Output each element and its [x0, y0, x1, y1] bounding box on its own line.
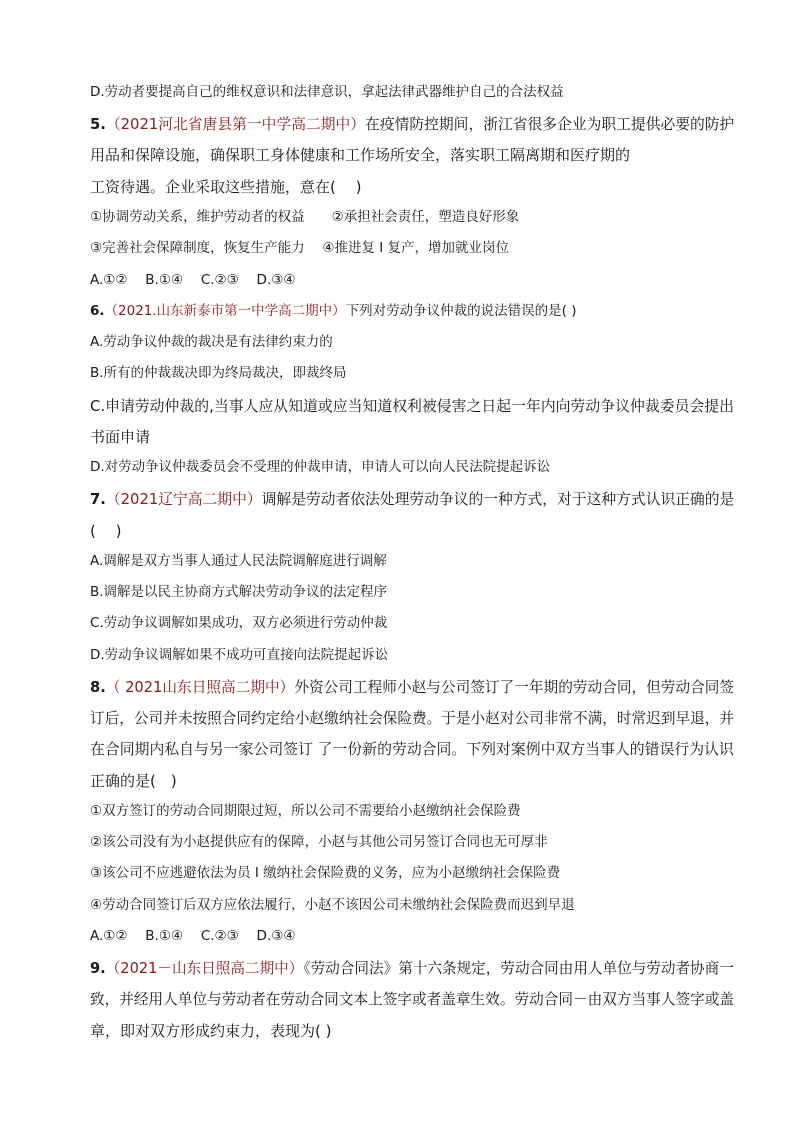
text-line-l24 — [90, 801, 521, 821]
question-number: 5. — [90, 115, 106, 133]
line-text: 外资公司工程师小赵与公司签订了一年期的劳动合同，但劳动合同签 — [294, 678, 735, 696]
text-line-l09 — [90, 332, 333, 352]
line-text: 《劳动合同法》第十六条规定，劳动合同由用人单位与劳动者协商一 — [303, 959, 734, 977]
line-text: 正确的是( ) — [90, 772, 177, 790]
text-line-l20 — [90, 676, 734, 698]
text-line-l02 — [90, 113, 734, 135]
text-line-l10 — [90, 363, 347, 383]
text-line-l04 — [90, 176, 361, 198]
text-line-l18 — [90, 613, 387, 633]
question-number: 8. — [90, 678, 106, 696]
text-line-l28 — [90, 926, 295, 946]
line-text: 调解是劳动者依法处理劳动争议的一种方式，对于这种方式认识正确的是 — [261, 490, 735, 508]
text-line-l17 — [90, 582, 387, 602]
line-text: ③完善社会保障制度，恢复生产能力 ④推进复 I 复产，增加就业岗位 — [90, 240, 510, 256]
line-text: B.所有的仲裁裁决即为终局裁决，即裁终局 — [90, 365, 347, 381]
question-source: （ 2021山东日照高二期中） — [105, 678, 295, 696]
text-line-l27 — [90, 895, 575, 915]
question-source: （2021－山东日照高二期中） — [105, 959, 304, 977]
text-line-l01 — [90, 82, 564, 102]
line-text: ①协调劳动关系，维护劳动者的权益 ②承担社会责任，塑造良好形象 — [90, 209, 520, 225]
text-line-l12 — [90, 426, 150, 448]
line-text: ④劳动合同签订后双方应依法履行，小赵不该因公司未缴纳社会保险费而迟到早退 — [90, 897, 575, 913]
text-line-l05 — [90, 207, 519, 227]
line-text: 用品和保障设施，确保职工身体健康和工作场所安全，落实职工隔离期和医疗期的 — [90, 146, 631, 164]
line-text: D.劳动者要提高自己的维权意识和法律意识，拿起法律武器维护自己的合法权益 — [90, 84, 564, 100]
text-line-l13 — [90, 457, 550, 477]
text-line-l25 — [90, 832, 548, 852]
text-line-l07 — [90, 270, 295, 290]
question-source: （2021.山东新泰市第一中学高二期中） — [104, 303, 346, 319]
question-source: （2021辽宁高二期中） — [105, 490, 262, 508]
text-line-l06 — [90, 238, 509, 258]
text-line-l31 — [90, 1020, 331, 1042]
line-text: ③该公司不应逃避依法为员 I 缴纳社会保险费的义务，应为小赵缴纳社会保险费 — [90, 865, 561, 881]
line-text: 书面申请 — [90, 428, 151, 446]
text-line-l21 — [90, 707, 734, 729]
text-line-l14 — [90, 488, 734, 510]
text-line-l16 — [90, 551, 387, 571]
line-text: A.①② B.①④ C.②③ D.③④ — [90, 928, 296, 944]
line-text: 工资待遇。企业采取这些措施，意在( ) — [90, 178, 362, 196]
line-text: C.劳动争议调解如果成功，双方必须进行劳动仲裁 — [90, 615, 388, 631]
line-text: A.①② B.①④ C.②③ D.③④ — [90, 272, 296, 288]
line-text: C.申请劳动仲裁的,当事人应从知道或应当知道权利被侵害之日起一年内向劳动争议仲裁委员会提出 — [90, 397, 735, 415]
question-source: （2021河北省唐县第一中学高二期中） — [105, 115, 366, 133]
line-text: 在合同期内私自与另一家公司签订 了一份新的劳动合同。下列对案例中双方当事人的错误行为认识 — [90, 740, 734, 758]
line-text: 在疫情防控期间，浙江省很多企业为职工提供必要的防护 — [365, 115, 735, 133]
question-number: 7. — [90, 490, 106, 508]
text-line-l11 — [90, 395, 734, 417]
question-number: 6. — [90, 303, 105, 319]
text-line-l22 — [90, 738, 734, 760]
line-text: 章，即对双方形成约束力，表现为( ) — [90, 1022, 332, 1040]
line-text: ②该公司没有为小赵提供应有的保障，小赵与其他公司另签订合同也无可厚非 — [90, 834, 548, 850]
line-text: 致，并经用人单位与劳动者在劳动合同文本上签字或者盖章生效。劳动合同－由双方当事人签字或盖 — [90, 990, 735, 1008]
text-line-l08 — [90, 301, 577, 321]
line-text: D.对劳动争议仲裁委员会不受理的仲裁申请，申请人可以向人民法院提起诉讼 — [90, 459, 551, 475]
line-text: 下列对劳动争议仲裁的说法错误的是( ) — [345, 303, 577, 319]
text-line-l29 — [90, 957, 734, 979]
line-text: B.调解是以民主协商方式解决劳动争议的法定程序 — [90, 584, 388, 600]
text-line-l19 — [90, 645, 388, 665]
line-text: D.劳动争议调解如果不成功可直接向法院提起诉讼 — [90, 647, 389, 663]
text-line-l26 — [90, 863, 560, 883]
question-number: 9. — [90, 959, 106, 977]
text-line-l23 — [90, 770, 177, 792]
line-text: A.调解是双方当事人通过人民法院调解庭进行调解 — [90, 553, 387, 569]
line-text: ①双方签订的劳动合同期限过短，所以公司不需要给小赵缴纳社会保险费 — [90, 803, 521, 819]
text-line-l30 — [90, 988, 734, 1010]
line-text: A.劳动争议仲裁的裁决是有法律约束力的 — [90, 334, 333, 350]
text-line-l03 — [90, 144, 630, 166]
line-text: 订后，公司并未按照合同约定给小赵缴纳社会保险费。于是小赵对公司非常不满，时常迟到早退，并 — [90, 709, 735, 727]
line-text: ( ) — [90, 522, 122, 540]
text-line-l15 — [90, 520, 121, 542]
